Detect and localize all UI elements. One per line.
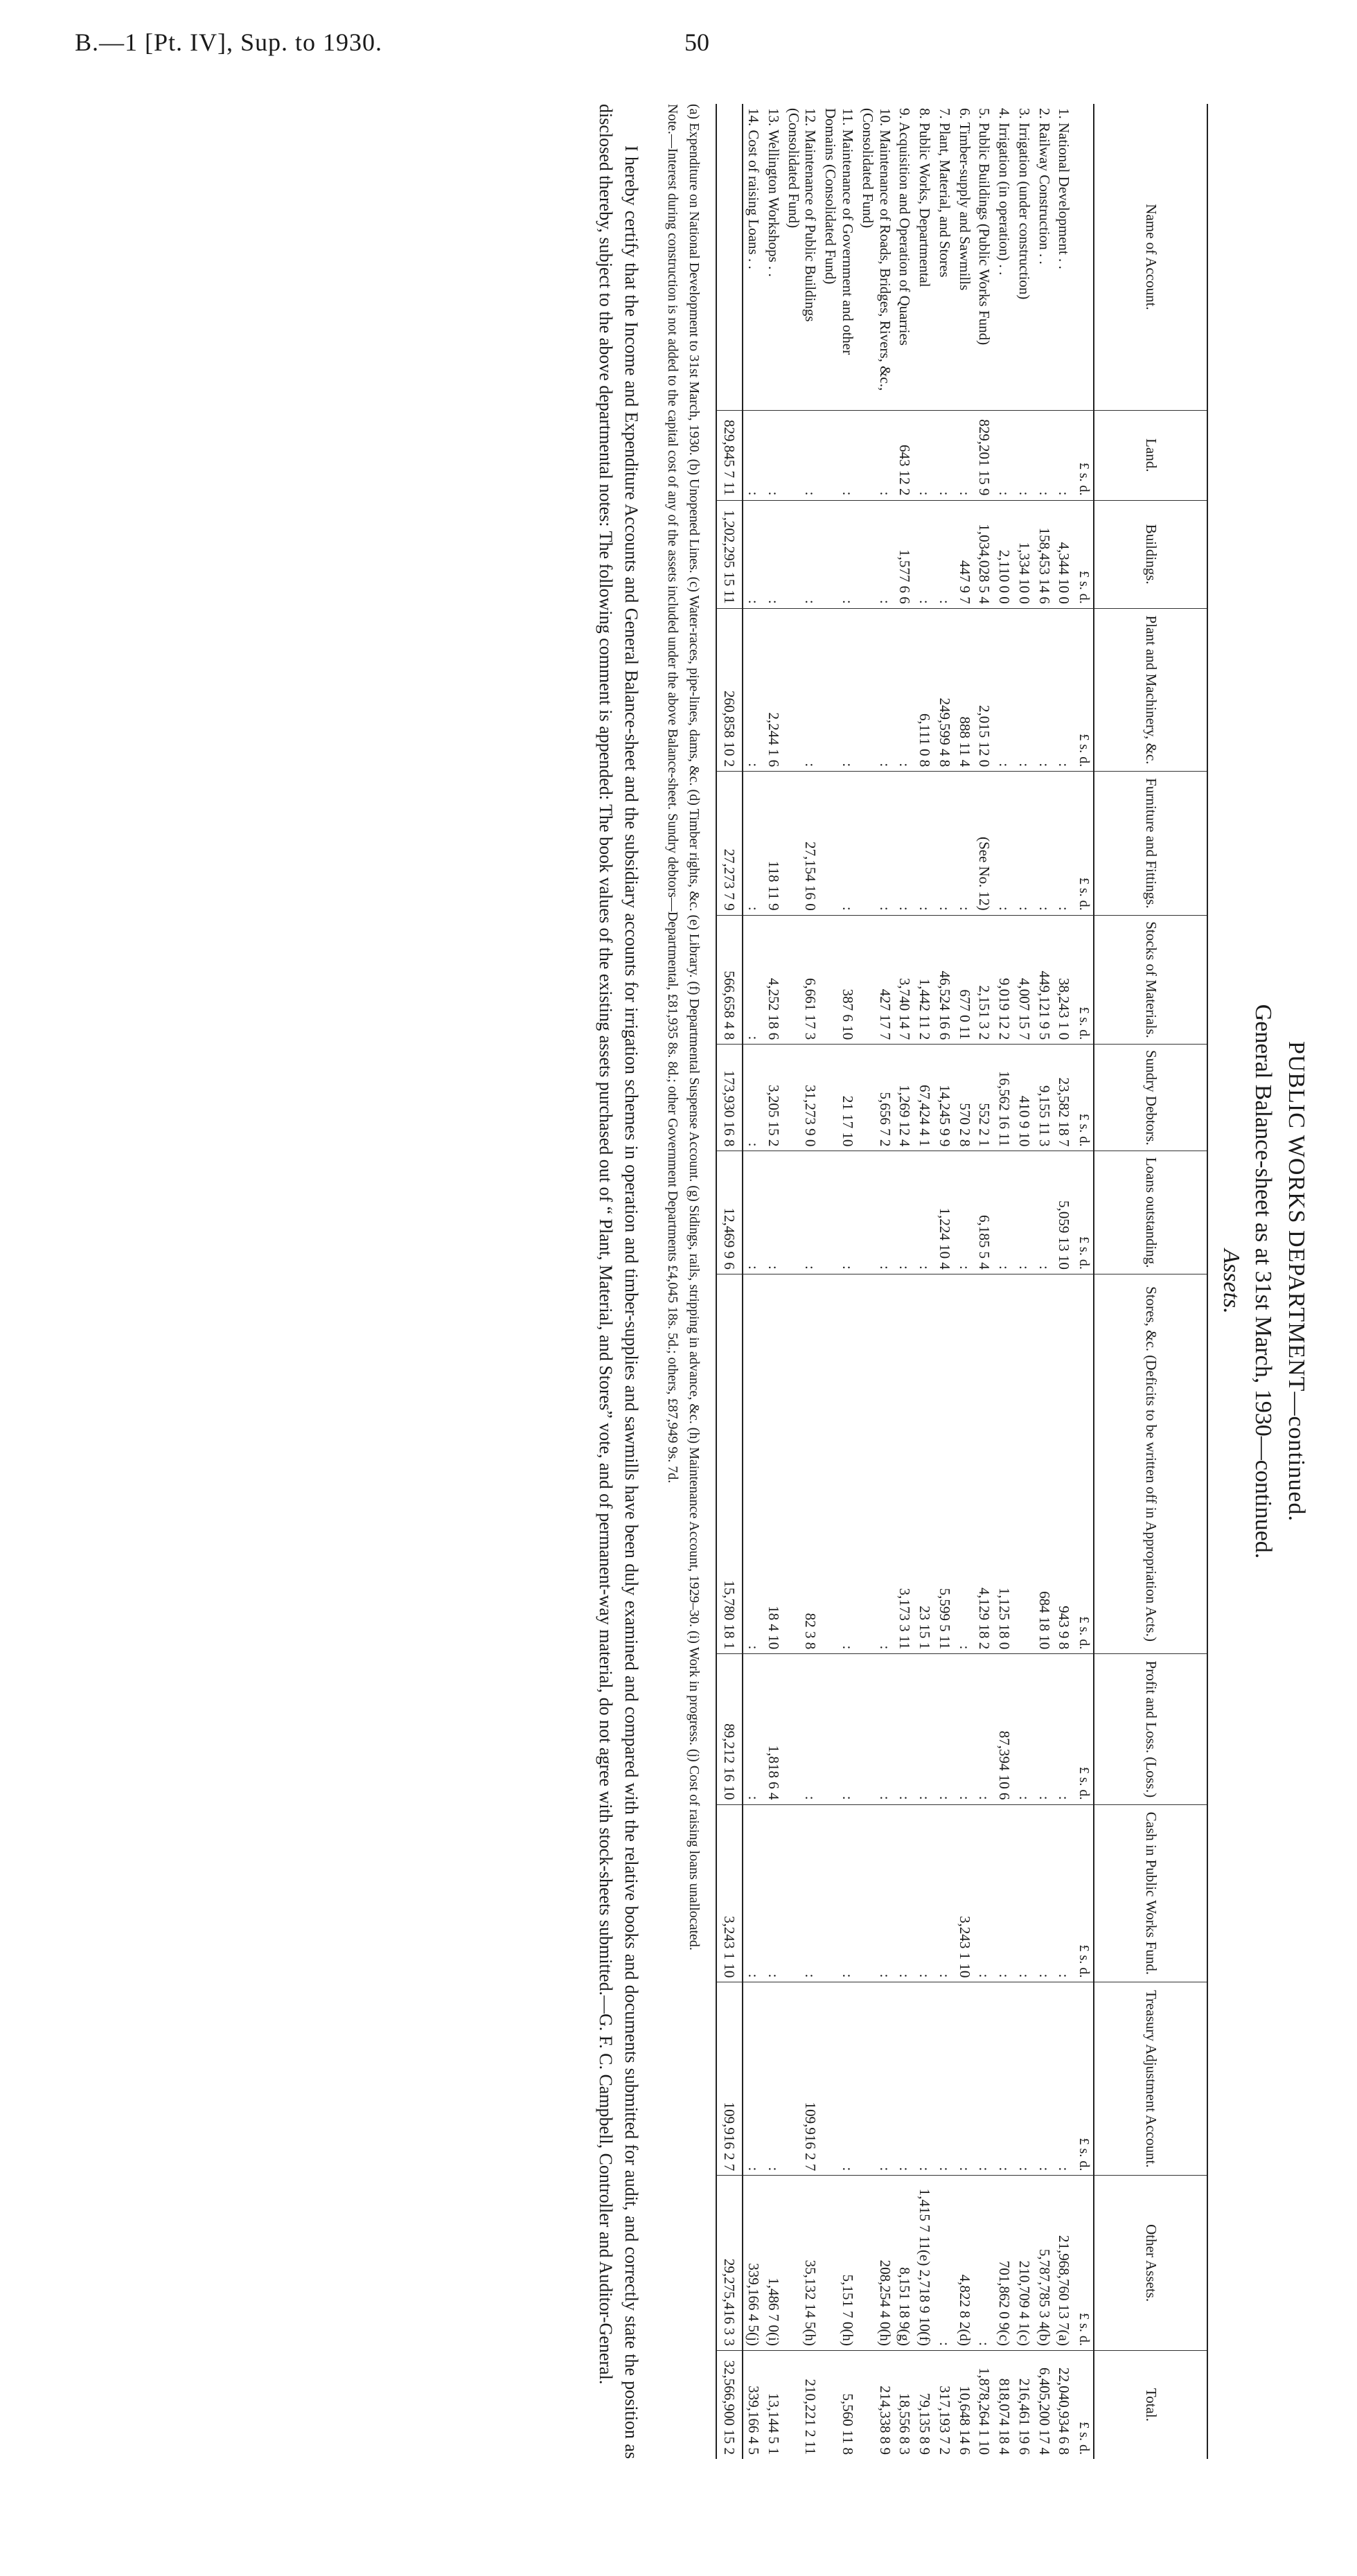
- notes-block: [663, 104, 703, 2459]
- account-name: 9. Acquisition and Operation of Quarries: [896, 108, 914, 346]
- col-header: Treasury Adjustment Account.: [1094, 1982, 1207, 2176]
- total-cell: 566,658 4 8: [716, 915, 743, 1045]
- table-cell: 10,648 14 6: [955, 2350, 975, 2459]
- table-cell: 214,338 8 9: [858, 2350, 895, 2459]
- unit-label: £ s. d.: [1074, 1804, 1094, 1982]
- table-cell: :: [934, 1982, 955, 2176]
- table-cell: :: [783, 1804, 821, 1982]
- table-cell: :: [914, 772, 934, 915]
- total-cell: 15,780 18 1: [716, 1274, 743, 1653]
- table-cell: :: [858, 411, 895, 501]
- table-cell: :: [975, 1804, 995, 1982]
- table-cell: :: [820, 1982, 858, 2176]
- table-cell: :: [783, 608, 821, 771]
- table-row: [975, 104, 995, 2459]
- table-row: [858, 104, 895, 2459]
- table-cell: 6,111 0 8: [914, 608, 934, 771]
- col-header: Land.: [1094, 411, 1207, 501]
- table-cell: 79,135 8 9: [914, 2350, 934, 2459]
- total-cell: 829,845 7 11: [716, 411, 743, 501]
- unit-label: £ s. d.: [1074, 500, 1094, 608]
- total-cell: 12,469 9 6: [716, 1151, 743, 1274]
- col-header: Total.: [1094, 2350, 1207, 2459]
- table-cell: :: [783, 500, 821, 608]
- table-cell: :: [895, 1654, 915, 1804]
- table-cell: :: [1034, 608, 1054, 771]
- table-cell: :: [783, 1654, 821, 1804]
- table-cell: 82 3 8: [783, 1274, 821, 1653]
- table-cell: 5,059 13 10: [1054, 1151, 1074, 1274]
- table-row: [934, 104, 955, 2459]
- table-cell: :: [858, 1151, 895, 1274]
- col-header: Plant and Machinery, &c.: [1094, 608, 1207, 771]
- table-row: [763, 104, 783, 2459]
- table-cell: 4,007 15 7: [1014, 915, 1034, 1045]
- table-cell: :: [763, 1151, 783, 1274]
- table-cell: 38,243 1 0: [1054, 915, 1074, 1045]
- document-reference: B.—1 [Pt. IV], Sup. to 1930.: [75, 28, 383, 56]
- unit-label: £ s. d.: [1074, 1045, 1094, 1151]
- table-cell: :: [1014, 1151, 1034, 1274]
- table-cell: :: [914, 1982, 934, 2176]
- unit-label: £ s. d.: [1074, 915, 1094, 1045]
- table-cell: :: [743, 1151, 763, 1274]
- unit-label: £ s. d.: [1074, 2350, 1094, 2459]
- department-title: PUBLIC WORKS DEPARTMENT—continued.: [1284, 1040, 1309, 1522]
- account-name: 12. Maintenance of Public Buildings (Consolidated Fund): [785, 108, 819, 322]
- table-cell: :: [914, 500, 934, 608]
- table-cell: :: [1014, 772, 1034, 915]
- table-cell: 22,040,934 6 8: [1054, 2350, 1074, 2459]
- table-row: [1014, 104, 1034, 2459]
- table-cell: :: [1034, 411, 1054, 501]
- table-cell: 9,155 11 3: [1034, 1045, 1054, 1151]
- table-cell: :: [994, 411, 1014, 501]
- table-cell: 6,185 5 4: [975, 1151, 995, 1274]
- table-cell: :: [743, 1804, 763, 1982]
- table-row: [895, 104, 915, 2459]
- col-header: Sundry Debtors.: [1094, 1045, 1207, 1151]
- table-cell: :: [1054, 1804, 1074, 1982]
- table-cell: 1,334 10 0: [1014, 500, 1034, 608]
- table-cell: :: [858, 1982, 895, 2176]
- table-cell: :: [743, 608, 763, 771]
- table-cell: 208,254 4 0(h): [858, 2176, 895, 2351]
- unit-label: £ s. d.: [1074, 2176, 1094, 2351]
- table-cell: :: [994, 608, 1014, 771]
- total-cell: 29,275,416 3 3: [716, 2176, 743, 2351]
- table-cell: 87,394 10 6: [994, 1654, 1014, 1804]
- table-cell: :: [763, 411, 783, 501]
- table-cell: 1,878,264 1 10: [975, 2350, 995, 2459]
- unit-label: £ s. d.: [1074, 1654, 1094, 1804]
- table-cell: 16,562 16 11: [994, 1045, 1014, 1151]
- table-cell: :: [858, 772, 895, 915]
- table-cell: 701,862 0 9(c): [994, 2176, 1014, 2351]
- table-cell: 339,166 4 5: [743, 2350, 763, 2459]
- table-cell: 249,599 4 8: [934, 608, 955, 771]
- section-title: Assets.: [1218, 1249, 1244, 1314]
- table-cell: :: [955, 772, 975, 915]
- table-cell: 2,244 1 6: [763, 608, 783, 771]
- table-cell: 1,818 6 4: [763, 1654, 783, 1804]
- units-row: [1074, 104, 1094, 2459]
- table-cell: :: [1054, 608, 1074, 771]
- table-cell: 1,034,028 5 4: [975, 500, 995, 608]
- table-cell: :: [914, 1804, 934, 1982]
- table-cell: :: [763, 1982, 783, 2176]
- unit-label: £ s. d.: [1074, 772, 1094, 915]
- table-cell: :: [1054, 1982, 1074, 2176]
- page-header: [75, 28, 1252, 62]
- total-cell: 260,858 10 2: [716, 608, 743, 771]
- table-cell: 13,144 5 1: [763, 2350, 783, 2459]
- table-cell: :: [783, 1151, 821, 1274]
- table-cell: 23 15 1: [914, 1274, 934, 1653]
- table-cell: :: [895, 1982, 915, 2176]
- table-cell: 210,709 4 1(c): [1014, 2176, 1034, 2351]
- table-cell: :: [820, 772, 858, 915]
- table-cell: :: [895, 1804, 915, 1982]
- table-row: [955, 104, 975, 2459]
- table-cell: 3,205 15 2: [763, 1045, 783, 1151]
- table-cell: :: [955, 411, 975, 501]
- unit-label: £ s. d.: [1074, 608, 1094, 771]
- table-cell: :: [1034, 772, 1054, 915]
- account-name: 13. Wellington Workshops . .: [765, 108, 782, 277]
- col-header: Cash in Public Works Fund.: [1094, 1804, 1207, 1982]
- table-cell: :: [743, 1045, 763, 1151]
- table-cell: 570 2 8: [955, 1045, 975, 1151]
- table-cell: :: [895, 1151, 915, 1274]
- table-cell: 829,201 15 9: [975, 411, 995, 501]
- interest-note: Note.—Interest during construction is not added to the capital cost of any of the assets included under the above Balance-sheet. Sundry debtors—Departmental, £81,935 8s. 8d.; other Government Departments £4,045 18s. 5d.; others, £87,949 9s. 7d.: [664, 104, 680, 1484]
- account-name: 8. Public Works, Departmental: [916, 108, 934, 287]
- table-body: [716, 104, 1094, 2459]
- col-header: Furniture and Fittings.: [1094, 772, 1207, 915]
- table-cell: :: [994, 1982, 1014, 2176]
- table-cell: :: [955, 1982, 975, 2176]
- table-cell: :: [858, 1274, 895, 1653]
- account-name: 1. National Development . .: [1056, 108, 1073, 269]
- table-cell: :: [858, 500, 895, 608]
- table-row: [783, 104, 821, 2459]
- table-cell: :: [743, 915, 763, 1045]
- table-cell: :: [743, 500, 763, 608]
- table-cell: 6,661 17 3: [783, 915, 821, 1045]
- table-cell: [1014, 1274, 1034, 1653]
- totals-row: [716, 104, 743, 2459]
- table-cell: :: [1054, 772, 1074, 915]
- table-cell: 5,560 11 8: [820, 2350, 858, 2459]
- table-cell: 35,132 14 5(h): [783, 2176, 821, 2351]
- table-cell: 3,740 14 7: [895, 915, 915, 1045]
- table-cell: 109,916 2 7: [783, 1982, 821, 2176]
- unit-label: £ s. d.: [1074, 411, 1094, 501]
- table-cell: :: [1054, 411, 1074, 501]
- table-cell: :: [895, 772, 915, 915]
- table-cell: :: [994, 772, 1014, 915]
- total-cell: 1,202,295 15 11: [716, 500, 743, 608]
- table-cell: 4,344 10 0: [1054, 500, 1074, 608]
- table-cell: :: [934, 1804, 955, 1982]
- account-name: 10. Maintenance of Roads, Bridges, Rivers, &c., (Consolidated Fund): [859, 108, 894, 391]
- table-cell: :: [820, 608, 858, 771]
- table-cell: 5,656 7 2: [858, 1045, 895, 1151]
- table-cell: 552 2 1: [975, 1045, 995, 1151]
- table-cell: 2,110 0 0: [994, 500, 1014, 608]
- table-cell: 643 12 2: [895, 411, 915, 501]
- table-row: [743, 104, 763, 2459]
- table-cell: 2,015 12 0: [975, 608, 995, 771]
- table-cell: :: [763, 500, 783, 608]
- table-header-row: [1094, 104, 1207, 2459]
- unit-label: £ s. d.: [1074, 1151, 1094, 1274]
- table-cell: 6,405,200 17 4: [1034, 2350, 1054, 2459]
- table-row: [1034, 104, 1054, 2459]
- table-cell: :: [820, 1151, 858, 1274]
- unit-label: £ s. d.: [1074, 1274, 1094, 1653]
- table-cell: 1,486 7 0(i): [763, 2176, 783, 2351]
- table-cell: 21,968,760 13 7(a): [1054, 2176, 1074, 2351]
- table-cell: :: [783, 411, 821, 501]
- col-header: Name of Account.: [1094, 104, 1207, 411]
- table-cell: 2,151 3 2: [975, 915, 995, 1045]
- page-number: 50: [684, 28, 709, 56]
- table-cell: :: [743, 1654, 763, 1804]
- table-cell: :: [1034, 1982, 1054, 2176]
- table-cell: :: [858, 608, 895, 771]
- table-cell: :: [1034, 1804, 1054, 1982]
- table-cell: :: [1014, 411, 1034, 501]
- table-cell: 4,129 18 2: [975, 1274, 995, 1653]
- table-cell: :: [1054, 1654, 1074, 1804]
- table-cell: :: [1014, 1654, 1034, 1804]
- account-name: 11. Maintenance of Government and other Domains (Consolidated Fund): [822, 108, 856, 355]
- account-name: 5. Public Buildings (Public Works Fund): [976, 108, 993, 346]
- table-cell: 9,019 12 2: [994, 915, 1014, 1045]
- total-cell: [716, 104, 743, 411]
- table-cell: :: [994, 1804, 1014, 1982]
- table-cell: :: [1034, 1151, 1054, 1274]
- table-cell: 67,424 4 1: [914, 1045, 934, 1151]
- unit-label: £ s. d.: [1074, 1982, 1094, 2176]
- table-cell: :: [934, 500, 955, 608]
- table-cell: :: [820, 411, 858, 501]
- table-cell: :: [914, 411, 934, 501]
- col-header: Buildings.: [1094, 500, 1207, 608]
- account-name: 3. Irrigation (under construction): [1015, 108, 1033, 300]
- table-cell: 46,524 16 6: [934, 915, 955, 1045]
- table-cell: 339,166 4 5(j): [743, 2176, 763, 2351]
- col-header: Other Assets.: [1094, 2176, 1207, 2351]
- table-cell: :: [858, 1654, 895, 1804]
- table-row: [820, 104, 858, 2459]
- table-cell: :: [1034, 1654, 1054, 1804]
- audit-certification: I hereby certify that the Income and Expenditure Accounts and General Balance-sheet and the subsidiary accounts for irrigation schemes in operation and timber-supplies and sawmills have been duly examined and compared with the relative books and documents submitted for audit, and correctly state the position as disclosed thereby, subject to the above departmental notes: The following comment is appended: The book values of the existing assets purchased out of “ Plant, Material, and Stores” vote, and of permanent-way material, do not agree with stock-sheets submitted.—G. F. C. Campbell, Controller and Auditor-General.: [596, 104, 641, 2459]
- table-cell: :: [858, 1804, 895, 1982]
- table-cell: 447 9 7: [955, 500, 975, 608]
- table-cell: 4,822 8 2(d): [955, 2176, 975, 2351]
- table-cell: 1,224 10 4: [934, 1151, 955, 1274]
- total-cell: 32,566,900 15 2: [716, 2350, 743, 2459]
- table-cell: 1,415 7 11(e) 2,718 9 10(f): [914, 2176, 934, 2351]
- balance-sheet-title: General Balance-sheet as at 31st March, 1930—continued.: [1250, 1004, 1276, 1559]
- table-cell: 118 11 9: [763, 772, 783, 915]
- table-cell: :: [914, 1151, 934, 1274]
- col-header: Profit and Loss. (Loss.): [1094, 1654, 1207, 1804]
- table-cell: :: [955, 1151, 975, 1274]
- table-row: [1054, 104, 1074, 2459]
- table-cell: 5,151 7 0(h): [820, 2176, 858, 2351]
- col-header: Stores, &c. (Deficits to be written off in Appropriation Acts.): [1094, 1274, 1207, 1653]
- table-cell: :: [743, 411, 763, 501]
- col-header: Stocks of Materials.: [1094, 915, 1207, 1045]
- table-cell: 677 0 11: [955, 915, 975, 1045]
- table-cell: 427 17 7: [858, 915, 895, 1045]
- table-cell: 23,582 18 7: [1054, 1045, 1074, 1151]
- account-name: 4. Irrigation (in operation) . .: [996, 108, 1013, 276]
- table-cell: :: [820, 1804, 858, 1982]
- table-cell: 21 17 10: [820, 1045, 858, 1151]
- table-cell: 5,787,785 3 4(b): [1034, 2176, 1054, 2351]
- table-cell: :: [934, 411, 955, 501]
- table-cell: 387 6 10: [820, 915, 858, 1045]
- table-cell: 317,193 7 2: [934, 2350, 955, 2459]
- titles-block: [1218, 104, 1309, 2459]
- footnotes: (a) Expenditure on National Development to 31st March, 1930. (b) Unopened Lines. (c) Water-races, pipe-lines, dams, &c. (d) Timber rights, &c. (e) Library. (f) Departmental Suspense Account. (g) Sidings, rails, stripping in advance, &c. (h) Maintenance Account, 1929–30. (i) Work in progress. (j) Cost of raising loans unallocated.: [686, 104, 702, 1951]
- table-cell: (See No. 12): [975, 772, 995, 915]
- table-cell: 1,269 12 4: [895, 1045, 915, 1151]
- table-cell: 216,461 19 6: [1014, 2350, 1034, 2459]
- total-cell: 27,273 7 9: [716, 772, 743, 915]
- table-cell: :: [743, 1274, 763, 1653]
- table-cell: 684 18 10: [1034, 1274, 1054, 1653]
- table-row: [914, 104, 934, 2459]
- table-cell: 158,453 14 6: [1034, 500, 1054, 608]
- table-cell: :: [994, 1151, 1014, 1274]
- table-cell: 210,221 2 11: [783, 2350, 821, 2459]
- table-cell: :: [934, 2176, 955, 2351]
- account-name: 6. Timber-supply and Sawmills: [956, 108, 973, 291]
- table-cell: 31,273 9 0: [783, 1045, 821, 1151]
- assets-table: [716, 104, 1208, 2459]
- total-cell: 109,916 2 7: [716, 1982, 743, 2176]
- table-cell: :: [1014, 608, 1034, 771]
- table-cell: :: [820, 1274, 858, 1653]
- table-cell: 943 9 8: [1054, 1274, 1074, 1653]
- table-cell: 818,074 18 4: [994, 2350, 1014, 2459]
- table-cell: 27,154 16 0: [783, 772, 821, 915]
- table-cell: :: [955, 1274, 975, 1653]
- table-cell: 4,252 18 6: [763, 915, 783, 1045]
- table-cell: 18 4 10: [763, 1274, 783, 1653]
- total-cell: 173,930 16 8: [716, 1045, 743, 1151]
- table-cell: 3,173 3 11: [895, 1274, 915, 1653]
- table-cell: 5,599 5 11: [934, 1274, 955, 1653]
- table-cell: :: [1014, 1804, 1034, 1982]
- table-cell: :: [1014, 1982, 1034, 2176]
- total-cell: 89,212 16 10: [716, 1654, 743, 1804]
- table-cell: 410 9 10: [1014, 1045, 1034, 1151]
- table-cell: 8,151 18 9(g): [895, 2176, 915, 2351]
- table-cell: :: [820, 1654, 858, 1804]
- table-cell: :: [763, 1804, 783, 1982]
- table-cell: :: [934, 1654, 955, 1804]
- table-cell: 18,556 8 3: [895, 2350, 915, 2459]
- rotated-page-body: [83, 104, 1316, 2459]
- table-cell: :: [895, 608, 915, 771]
- table-cell: :: [914, 1654, 934, 1804]
- table-cell: :: [975, 1654, 995, 1804]
- table-cell: 14,245 9 9: [934, 1045, 955, 1151]
- table-row: [994, 104, 1014, 2459]
- table-cell: :: [955, 1654, 975, 1804]
- total-cell: 3,243 1 10: [716, 1804, 743, 1982]
- table-cell: 1,577 6 6: [895, 500, 915, 608]
- account-name: 14. Cost of raising Loans . .: [745, 108, 763, 269]
- table-cell: :: [975, 1982, 995, 2176]
- table-cell: 888 11 4: [955, 608, 975, 771]
- table-cell: :: [820, 500, 858, 608]
- table-cell: :: [743, 1982, 763, 2176]
- table-cell: 1,125 18 0: [994, 1274, 1014, 1653]
- table-cell: :: [934, 772, 955, 915]
- table-cell: 3,243 1 10: [955, 1804, 975, 1982]
- account-name: 2. Railway Construction . .: [1036, 108, 1053, 265]
- table-cell: 449,121 9 5: [1034, 915, 1054, 1045]
- table-cell: :: [743, 772, 763, 915]
- table-cell: :: [975, 2176, 995, 2351]
- col-header: Loans outstanding.: [1094, 1151, 1207, 1274]
- account-name: 7. Plant, Material, and Stores: [936, 108, 953, 278]
- table-cell: 1,442 11 2: [914, 915, 934, 1045]
